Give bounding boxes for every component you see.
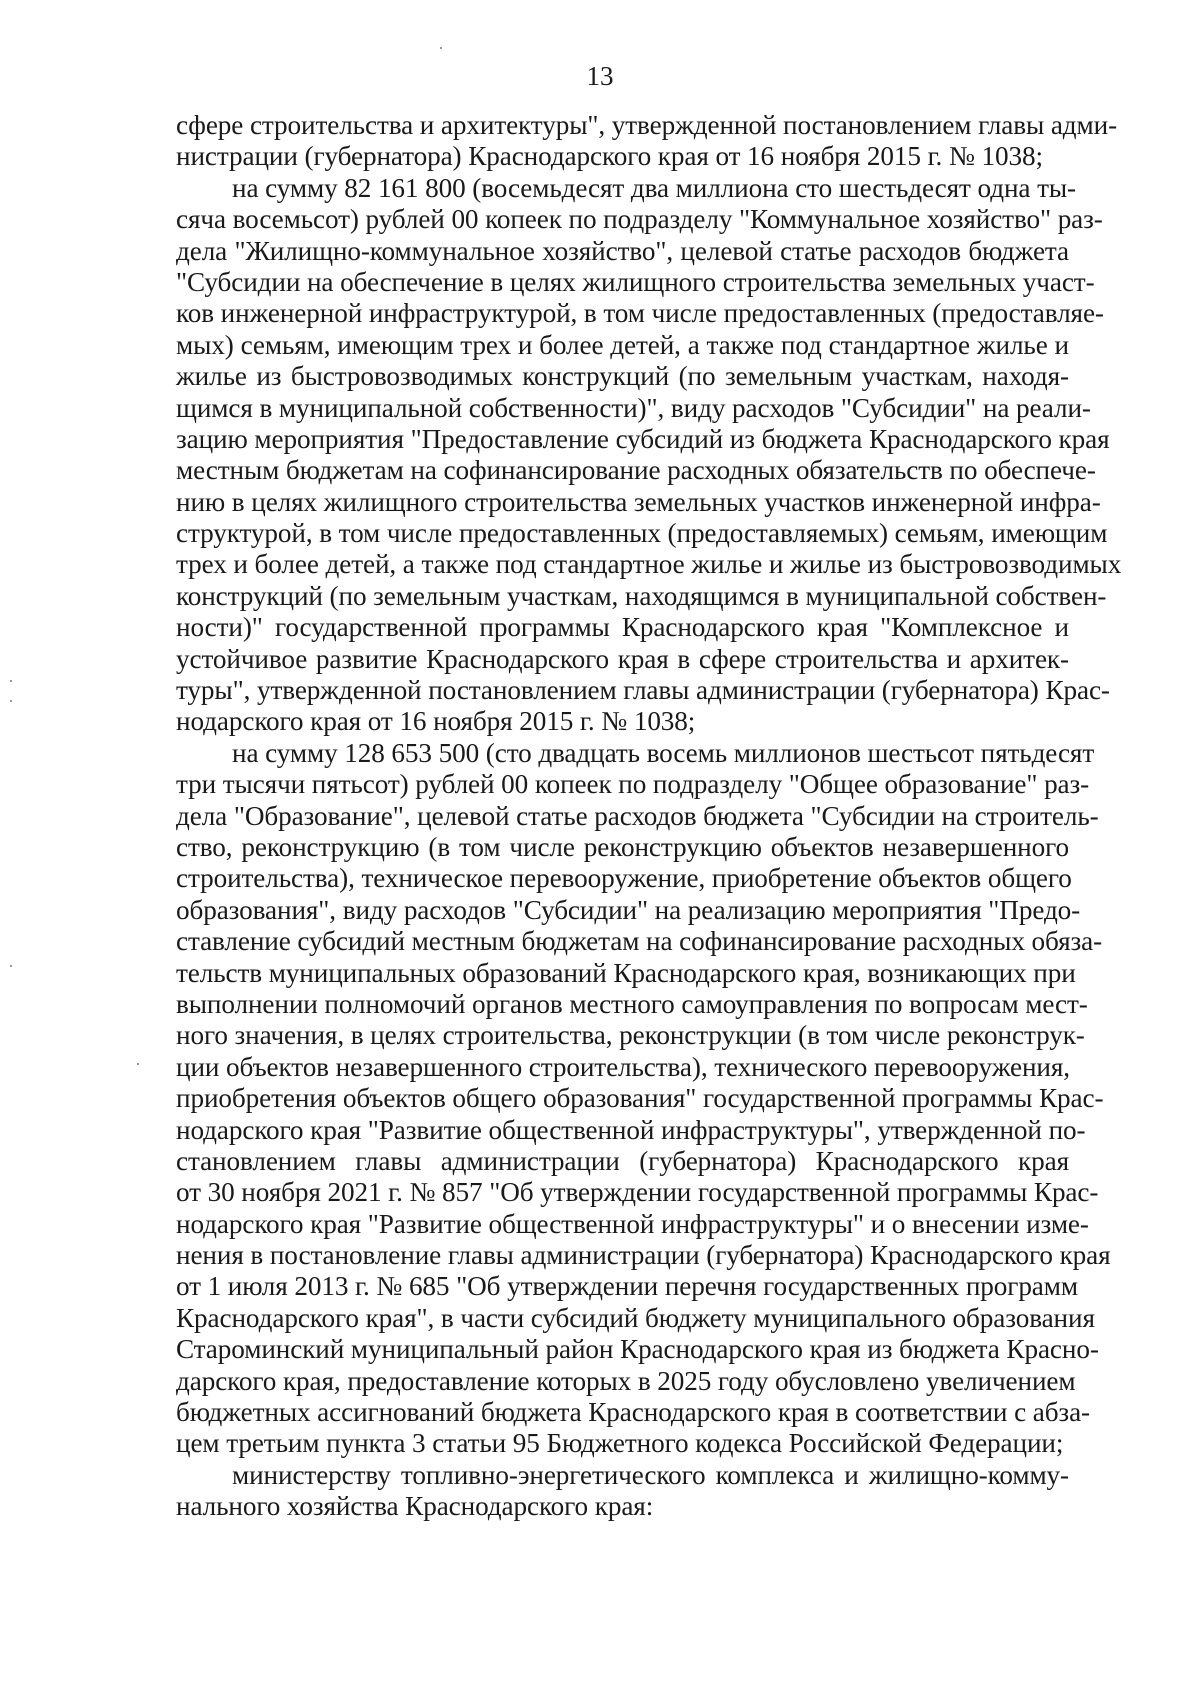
paragraph xyxy=(176,172,1122,738)
text-line: бюджетных ассигнований бюджета Краснодарского края в соответствии с абза- xyxy=(176,1397,1090,1428)
text-line: Староминский муниципальный район Краснодарского края из бюджета Красно- xyxy=(176,1334,1099,1365)
paragraph xyxy=(176,110,1118,173)
text-line: устойчивое развитие Краснодарского края в сфере строительства и архитек- xyxy=(176,643,1069,674)
text-line: ции объектов незавершенного строительства), технического перевооружения, xyxy=(176,1051,1070,1082)
text-line: тельств муниципальных образований Краснодарского края, возникающих при xyxy=(176,957,1076,988)
text-line: щимся в муниципальной собственности)", виду расходов "Субсидии" на реали- xyxy=(176,392,1091,423)
text-line: местным бюджетам на софинансирование расходных обязательств по обеспече- xyxy=(176,455,1096,486)
paragraph xyxy=(176,737,1111,1460)
text-line: ставление субсидий местным бюджетам на софинансирование расходных обяза- xyxy=(176,926,1103,957)
text-line: цем третьим пункта 3 статьи 95 Бюджетного кодекса Российской Федерации; xyxy=(176,1428,1064,1459)
text-line: три тысячи пятьсот) рублей 00 копеек по подразделу "Общее образование" раз- xyxy=(176,769,1090,800)
scan-speck xyxy=(440,47,442,49)
text-line: от 1 июля 2013 г. № 685 "Об утверждении перечня государственных программ xyxy=(176,1271,1078,1302)
text-line: выполнении полномочий органов местного самоуправления по вопросам мест- xyxy=(176,988,1088,1019)
text-line: нального хозяйства Краснодарского края: xyxy=(176,1491,654,1522)
text-line: Краснодарского края", в части субсидий бюджету муниципального образования xyxy=(176,1302,1095,1333)
text-line: нодарского края "Развитие общественной инфраструктуры", утвержденной по- xyxy=(176,1114,1086,1145)
text-line: зацию мероприятия "Предоставление субсидий из бюджета Краснодарского края xyxy=(176,423,1110,454)
scan-speck xyxy=(10,700,12,702)
text-line: дарского края, предоставление которых в 2025 году обусловлено увеличением xyxy=(176,1365,1076,1396)
text-line: от 30 ноября 2021 г. № 857 "Об утверждении государственной программы Крас- xyxy=(176,1177,1099,1208)
text-line: ков инженерной инфраструктурой, в том числе предоставленных (предоставляе- xyxy=(176,298,1104,329)
text-line: дела "Жилищно-коммунальное хозяйство", целевой статье расходов бюджета xyxy=(176,235,1069,266)
text-line: ности)" государственной программы Краснодарского края "Комплексное и xyxy=(176,612,1069,643)
text-line: на сумму 82 161 800 (восемьдесят два миллиона сто шестьдесят одна ты- xyxy=(232,172,1076,203)
scan-speck xyxy=(10,680,12,682)
text-line: нодарского края "Развитие общественной инфраструктуры" и о внесении изме- xyxy=(176,1208,1089,1239)
page-number: 13 xyxy=(586,61,614,91)
scan-speck xyxy=(10,965,12,967)
text-line: нистрации (губернатора) Краснодарского края от 16 ноября 2015 г. № 1038; xyxy=(176,141,1043,172)
text-line: становлением главы администрации (губернатора) Краснодарского края xyxy=(176,1145,1069,1176)
scan-speck xyxy=(137,1063,139,1065)
text-line: дела "Образование", целевой статье расходов бюджета "Субсидии на строитель- xyxy=(176,800,1099,831)
text-line: трех и более детей, а также под стандартное жилье и жилье из быстровозводимых xyxy=(176,549,1122,580)
text-line: сяча восемьсот) рублей 00 копеек по подразделу "Коммунальное хозяйство" раз- xyxy=(176,204,1103,235)
text-line: жилье из быстровозводимых конструкций (по земельным участкам, находя- xyxy=(176,361,1069,392)
text-line: нения в постановление главы администрации (губернатора) Краснодарского края xyxy=(176,1240,1111,1271)
text-line: структурой, в том числе предоставленных (предоставляемых) семьям, имеющим xyxy=(176,518,1108,549)
text-line: мых) семьям, имеющим трех и более детей, а также под стандартное жилье и xyxy=(176,329,1069,360)
paragraph xyxy=(176,1460,1069,1523)
text-line: приобретения объектов общего образования" государственной программы Крас- xyxy=(176,1083,1104,1114)
text-line: министерству топливно-энергетического комплекса и жилищно-комму- xyxy=(232,1459,1069,1490)
text-line: на сумму 128 653 500 (сто двадцать восемь миллионов шестьсот пятьдесят xyxy=(232,737,1095,768)
text-line: конструкций (по земельным участкам, находящимся в муниципальной собствен- xyxy=(176,580,1107,611)
text-line: образования", виду расходов "Субсидии" на реализацию мероприятия "Предо- xyxy=(176,894,1081,925)
text-line: нодарского края от 16 ноября 2015 г. № 1038; xyxy=(176,706,696,737)
text-line: нию в целях жилищного строительства земельных участков инженерной инфра- xyxy=(176,486,1101,517)
text-line: туры", утвержденной постановлением главы администрации (губернатора) Крас- xyxy=(176,675,1110,706)
document-body xyxy=(176,110,1122,1523)
text-line: строительства), техническое перевооружение, приобретение объектов общего xyxy=(176,863,1072,894)
text-line: сфере строительства и архитектуры", утвержденной постановлением главы адми- xyxy=(176,110,1118,140)
text-line: ного значения, в целях строительства, реконструкции (в том числе реконструк- xyxy=(176,1020,1085,1051)
text-line: ство, реконструкцию (в том числе реконструкцию объектов незавершенного xyxy=(176,831,1069,862)
text-line: "Субсидии на обеспечение в целях жилищного строительства земельных участ- xyxy=(176,266,1095,297)
